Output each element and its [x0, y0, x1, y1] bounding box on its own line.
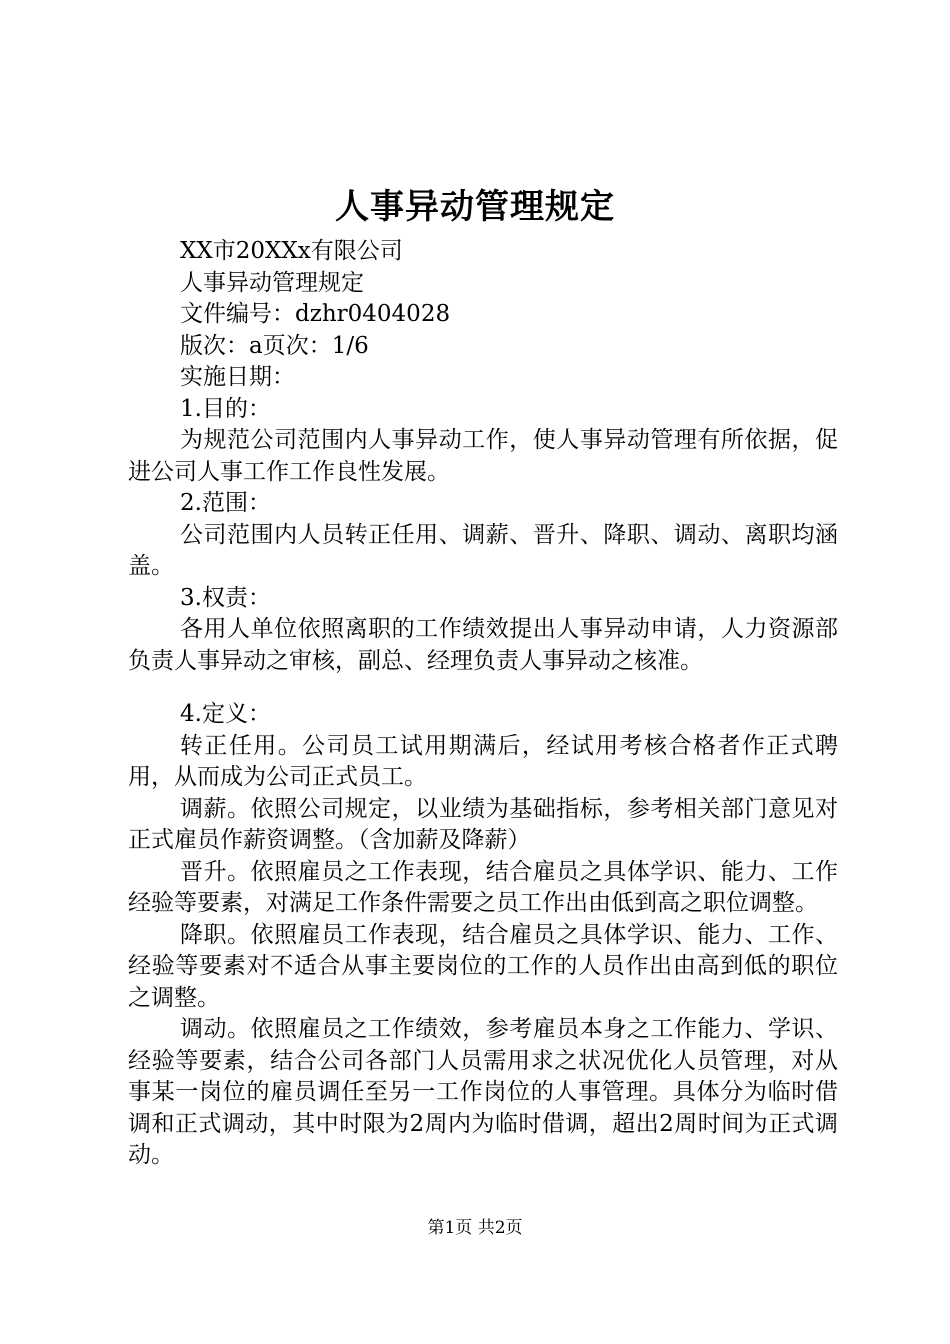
definition-transfer: 调动。依照雇员之工作绩效，参考雇员本身之工作能力、学识、经验等要素，结合公司各部门人员需用求之状况优化人员管理，对从事某一岗位的雇员调任至另一工作岗位的人事管理。具体分为临时借调和正式调动，其中时限为2周内为临时借调，超出2周时间为正式调动。: [128, 1016, 838, 1168]
blank-spacer: [128, 677, 838, 699]
definition-demotion: 降职。依照雇员工作表现，结合雇员之具体学识、能力、工作、经验等要素对不适合从事主要岗位的工作的人员作出由高到低的职位之调整。: [128, 921, 838, 1011]
authority-text: 各用人单位依照离职的工作绩效提出人事异动申请，人力资源部负责人事异动之审核，副总、经理负责人事异动之核准。: [128, 616, 838, 674]
effective-date: 实施日期：: [180, 364, 295, 390]
definition-heading: 4.定义：: [180, 701, 271, 727]
document-body: [128, 236, 838, 1172]
document-number: 文件编号：dzhr0404028: [180, 301, 451, 327]
scope-heading: 2.范围：: [180, 490, 271, 516]
authority-heading: 3.权责：: [180, 584, 271, 611]
definition-regular: 转正任用。公司员工试用期满后，经试用考核合格者作正式聘用，从而成为公司正式员工。: [128, 732, 838, 790]
purpose-text: 为规范公司范围内人事异动工作，使人事异动管理有所依据，促进公司人事工作工作良性发展。: [128, 427, 838, 485]
document-title: 人事异动管理规定: [335, 187, 615, 227]
version-page: 版次：a页次：1/6: [180, 332, 369, 359]
scope-text: 公司范围内人员转正任用、调薪、晋升、降职、调动、离职均涵盖。: [128, 521, 838, 579]
definition-promotion: 晋升。依照雇员之工作表现，结合雇员之具体学识、能力、工作经验等要素，对满足工作条件需要之员工作出由低到高之职位调整。: [128, 858, 838, 916]
page-footer: 第1页 共2页: [427, 1218, 523, 1238]
definition-salary: 调薪。依照公司规定，以业绩为基础指标，参考相关部门意见对正式雇员作薪资调整。（含加薪及降薪）: [128, 795, 838, 853]
purpose-heading: 1.目的：: [180, 395, 271, 422]
regulation-name: 人事异动管理规定: [180, 269, 364, 296]
company-name: XX市20XXx有限公司: [180, 238, 403, 264]
